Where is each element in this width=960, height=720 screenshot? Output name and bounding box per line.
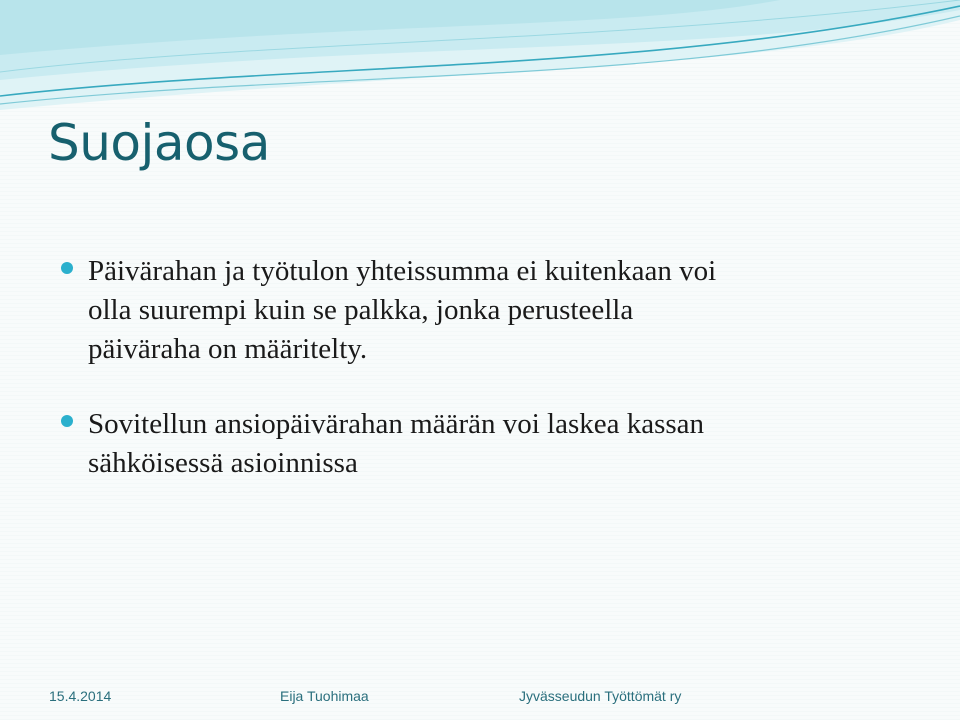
bullet-item [62,252,922,369]
bullet-item [62,405,922,483]
bullet-dot-icon [61,262,73,274]
bullet-dot-icon [61,415,73,427]
bullet-line: päiväraha on määritelty. [88,333,368,365]
footer-author: Eija Tuohimaa [280,688,369,704]
bullet-line: olla suurempi kuin se palkka, jonka perusteella [88,294,634,326]
footer-organization: Jyvässeudun Työttömät ry [519,688,682,704]
footer-date: 15.4.2014 [49,688,112,704]
slide-title: Suojaosa [48,114,270,172]
bullet-line: sähköisessä asioinnissa [88,447,358,479]
header-wave-decoration [0,0,960,120]
bullet-line: Sovitellun ansiopäivärahan määrän voi laskea kassan [88,408,705,440]
bullet-line: Päivärahan ja työtulon yhteissumma ei kuitenkaan voi [88,255,717,287]
bullet-list [62,252,922,519]
